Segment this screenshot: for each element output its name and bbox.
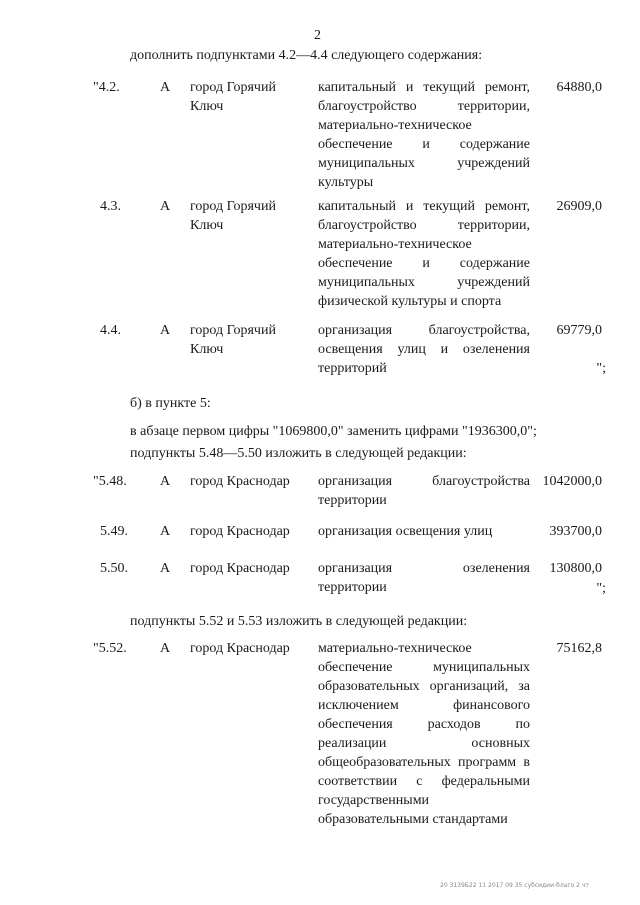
- row-category: А: [160, 199, 171, 214]
- paragraph-5-48: подпункты 5.48—5.50 изложить в следующей редакции:: [130, 446, 467, 461]
- row-number: 4.4.: [100, 323, 121, 338]
- row-category: А: [160, 80, 171, 95]
- row-number: "4.2.: [93, 80, 120, 95]
- row-description: капитальный и текущий ремонт, благоустройство территории, материально-техническое обеспечение и содержание муниципальных учреждений физической культуры и спорта: [318, 199, 530, 309]
- row-amount: 75162,8: [556, 641, 602, 656]
- row-category: А: [160, 474, 171, 489]
- row-location: город Краснодар: [190, 524, 290, 539]
- row-description: капитальный и текущий ремонт, благоустройство территории, материально-техническое обеспечение и содержание муниципальных учреждений культуры: [318, 80, 530, 190]
- row-category: А: [160, 323, 171, 338]
- row-amount: 1042000,0: [542, 474, 602, 489]
- row-number: 4.3.: [100, 199, 121, 214]
- row-amount: 64880,0: [556, 80, 602, 95]
- row-description: организация благоустройства территории: [318, 474, 530, 508]
- row-location: город Горячий Ключ: [190, 323, 276, 357]
- closing-quote: ";: [596, 361, 606, 376]
- page-number: 2: [314, 28, 321, 43]
- row-number: "5.48.: [93, 474, 127, 489]
- row-description: материально-техническое обеспечение муниципальных образовательных организаций, за исключением финансового обеспечения расходов по реализации основных общеобразовательных программ в соответствии с федеральными государственными образовательными стандартами: [318, 641, 530, 827]
- row-amount: 69779,0: [556, 323, 602, 338]
- row-description: организация благоустройства, освещения улиц и озеленения территорий: [318, 323, 530, 376]
- row-category: А: [160, 561, 171, 576]
- paragraph-replace: в абзаце первом цифры "1069800,0" заменить цифрами "1936300,0";: [130, 424, 537, 439]
- row-location: город Краснодар: [190, 641, 290, 656]
- row-amount: 130800,0: [549, 561, 602, 576]
- row-number: 5.49.: [100, 524, 128, 539]
- paragraph-5-52: подпункты 5.52 и 5.53 изложить в следующей редакции:: [130, 614, 468, 629]
- row-location: город Краснодар: [190, 561, 290, 576]
- row-location: город Краснодар: [190, 474, 290, 489]
- intro-paragraph: дополнить подпунктами 4.2—4.4 следующего содержания:: [130, 48, 483, 63]
- row-location: город Горячий Ключ: [190, 199, 276, 233]
- document-footer-stamp: 20 3139Б22 11 2017 09 35 субсидии-благо 2 чт: [440, 882, 589, 889]
- row-category: А: [160, 641, 171, 656]
- paragraph-b: б) в пункте 5:: [130, 396, 211, 411]
- closing-quote: ";: [596, 581, 606, 596]
- row-number: "5.52.: [93, 641, 127, 656]
- row-description: организация освещения улиц: [318, 524, 493, 539]
- row-amount: 393700,0: [549, 524, 602, 539]
- row-number: 5.50.: [100, 561, 128, 576]
- row-amount: 26909,0: [556, 199, 602, 214]
- row-description: организация озеленения территории: [318, 561, 530, 595]
- row-category: А: [160, 524, 171, 539]
- row-location: город Горячий Ключ: [190, 80, 276, 114]
